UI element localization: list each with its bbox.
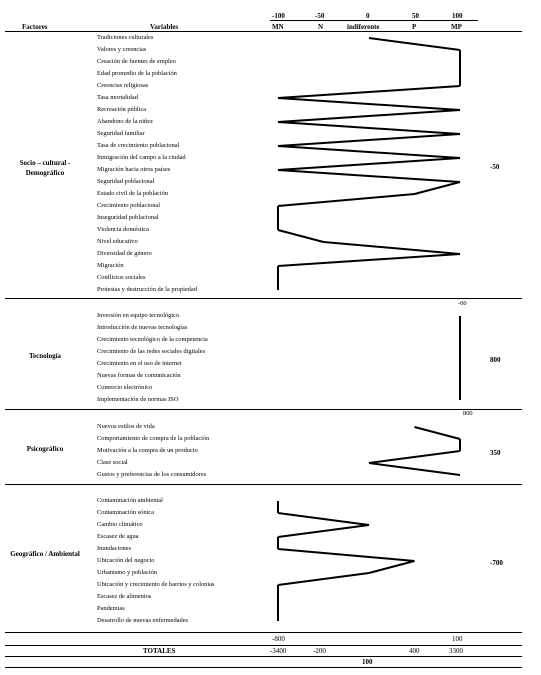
profile-segment bbox=[278, 254, 460, 266]
profile-segment bbox=[278, 98, 460, 110]
profile-segment bbox=[278, 194, 415, 206]
variable-row: Diversidad de género bbox=[97, 250, 152, 257]
profile-segment bbox=[278, 122, 460, 134]
variable-row: Valores y creencias bbox=[97, 46, 147, 53]
column-header-factores: Factores bbox=[22, 23, 48, 31]
profile-segment bbox=[278, 158, 460, 170]
variable-row: Creencias religiosas bbox=[97, 82, 149, 89]
variable-row: Abandono de la niñez bbox=[97, 118, 153, 125]
variable-row: Escasez de alimentos bbox=[97, 593, 152, 600]
variable-row: Inundaciones bbox=[97, 545, 132, 552]
profile-segment bbox=[415, 182, 461, 194]
profile-segment bbox=[369, 561, 415, 573]
variable-row: Tradiciones culturales bbox=[97, 34, 154, 41]
factor-score-tecnologia: 800 bbox=[490, 356, 501, 364]
scale-tick-50: 50 bbox=[412, 12, 419, 20]
variable-row: Ubicación del negocio bbox=[97, 557, 155, 564]
variable-row: Desarrollo de nuevas enfermedades bbox=[97, 617, 189, 624]
profile-segment bbox=[278, 110, 460, 122]
factor-score-psicografico: 350 bbox=[490, 449, 501, 457]
total-mp: 3300 bbox=[449, 647, 463, 655]
profile-segment bbox=[369, 38, 460, 50]
subtotal-mn: -800 bbox=[272, 635, 285, 643]
variable-row: Conflictos sociales bbox=[97, 274, 146, 281]
column-header-variables: Variables bbox=[150, 23, 179, 31]
profile-segment bbox=[278, 170, 460, 182]
factor-socio-cultural: Socio – cultural - Demográfico bbox=[19, 159, 71, 177]
factor-score-geografico: -700 bbox=[490, 559, 503, 567]
variable-row: Introducción de nuevas tecnologías bbox=[97, 324, 188, 331]
variable-row: Recreación pública bbox=[97, 106, 147, 113]
variable-row: Seguridad familiar bbox=[97, 130, 145, 137]
profile-segment bbox=[369, 463, 460, 475]
profile-segment bbox=[324, 242, 461, 254]
profile-segment bbox=[278, 513, 369, 525]
scale-tick-0: 0 bbox=[366, 12, 370, 20]
factor-tecnologia: Tecnología bbox=[28, 352, 62, 360]
variable-row: Cambio climático bbox=[97, 521, 143, 528]
profile-segment bbox=[278, 146, 460, 158]
column-header-p: P bbox=[412, 23, 417, 31]
variable-row: Migración hacia otros países bbox=[97, 166, 171, 173]
profile-segment bbox=[278, 573, 369, 585]
total-n: -200 bbox=[313, 647, 326, 655]
subtotal-label: -00 bbox=[458, 300, 467, 307]
variable-row: Inmigración del campo a la ciudad bbox=[97, 154, 186, 161]
variable-row: Ubicación y crecimiento de barrios y colonias bbox=[97, 581, 215, 588]
variable-row: Crecimiento tecnológico de la competencia bbox=[97, 336, 208, 343]
subtotal-label: 800 bbox=[463, 410, 473, 417]
profile-segment bbox=[278, 549, 415, 561]
variable-row: Crecimiento poblacional bbox=[97, 202, 160, 209]
variable-row: Crecimiento en el uso de internet bbox=[97, 360, 182, 367]
profile-segment bbox=[369, 451, 460, 463]
totals-label: TOTALES bbox=[143, 647, 176, 655]
subtotal-mp: 100 bbox=[452, 635, 463, 643]
total-mn: -3400 bbox=[270, 647, 287, 655]
profile-segment bbox=[278, 525, 369, 537]
variable-row: Clase social bbox=[97, 459, 128, 466]
scale-tick-100: 100 bbox=[452, 12, 463, 20]
variable-row: Pandemias bbox=[97, 605, 125, 612]
variable-row: Motivación a la compra de un producto bbox=[97, 447, 198, 454]
variable-row: Comportamiento de compra de la población bbox=[97, 435, 210, 442]
grand-total: 100 bbox=[362, 658, 373, 666]
variable-row: Tasa de crecimiento poblacional bbox=[97, 142, 180, 149]
column-header-n: N bbox=[318, 23, 324, 31]
factor-score-socio-cultural: -50 bbox=[490, 163, 500, 171]
variable-row: Tasa mortalidad bbox=[97, 94, 138, 101]
profile-segment bbox=[278, 134, 460, 146]
profile-segment bbox=[415, 427, 461, 439]
variable-row: Seguridad poblacional bbox=[97, 178, 155, 185]
variable-row: Inseguridad poblacional bbox=[97, 214, 159, 221]
column-header-mp: MP bbox=[451, 23, 462, 31]
profile-segment bbox=[278, 86, 460, 98]
scale-tick-minus-100: -100 bbox=[272, 12, 285, 20]
scale-tick-minus-50: -50 bbox=[315, 12, 325, 20]
variable-row: Gustos y preferencias de los consumidores bbox=[97, 471, 207, 478]
variable-row: Migración bbox=[97, 262, 124, 269]
variable-row: Escasez de agua bbox=[97, 533, 139, 540]
variable-row: Implementación de normas ISO bbox=[97, 396, 179, 403]
variable-row: Creación de fuentes de empleo bbox=[97, 58, 176, 65]
variable-row: Nuevos estilos de vida bbox=[97, 423, 155, 430]
variable-row: Urbanismo y población bbox=[97, 569, 157, 576]
column-header-indiferente: indiferente bbox=[347, 23, 380, 31]
variable-row: Nuevas formas de comunicación bbox=[97, 372, 181, 379]
factor-psicografico: Psicográfico bbox=[26, 445, 64, 453]
variable-row: Contaminación ambiental bbox=[97, 497, 163, 504]
column-header-mn: MN bbox=[272, 23, 284, 31]
variable-row: Violencia doméstica bbox=[97, 226, 149, 233]
variable-row: Comercio electrónico bbox=[97, 384, 153, 391]
variable-row: Nivel educativo bbox=[97, 238, 138, 245]
variable-row: Contaminación sónica bbox=[97, 509, 154, 516]
variable-row: Edad promedio de la población bbox=[97, 70, 177, 77]
variable-row: Estado civil de la población bbox=[97, 190, 168, 197]
total-p: 400 bbox=[409, 647, 420, 655]
variable-row: Protestas y destrucción de la propiedad bbox=[97, 286, 197, 293]
variable-row: Inversión en equipo tecnológico bbox=[97, 312, 180, 319]
variable-row: Crecimiento de las redes sociales digitales bbox=[97, 348, 206, 355]
profile-segment bbox=[278, 230, 324, 242]
factor-geografico: Geográfico / Ambiental bbox=[10, 550, 80, 558]
